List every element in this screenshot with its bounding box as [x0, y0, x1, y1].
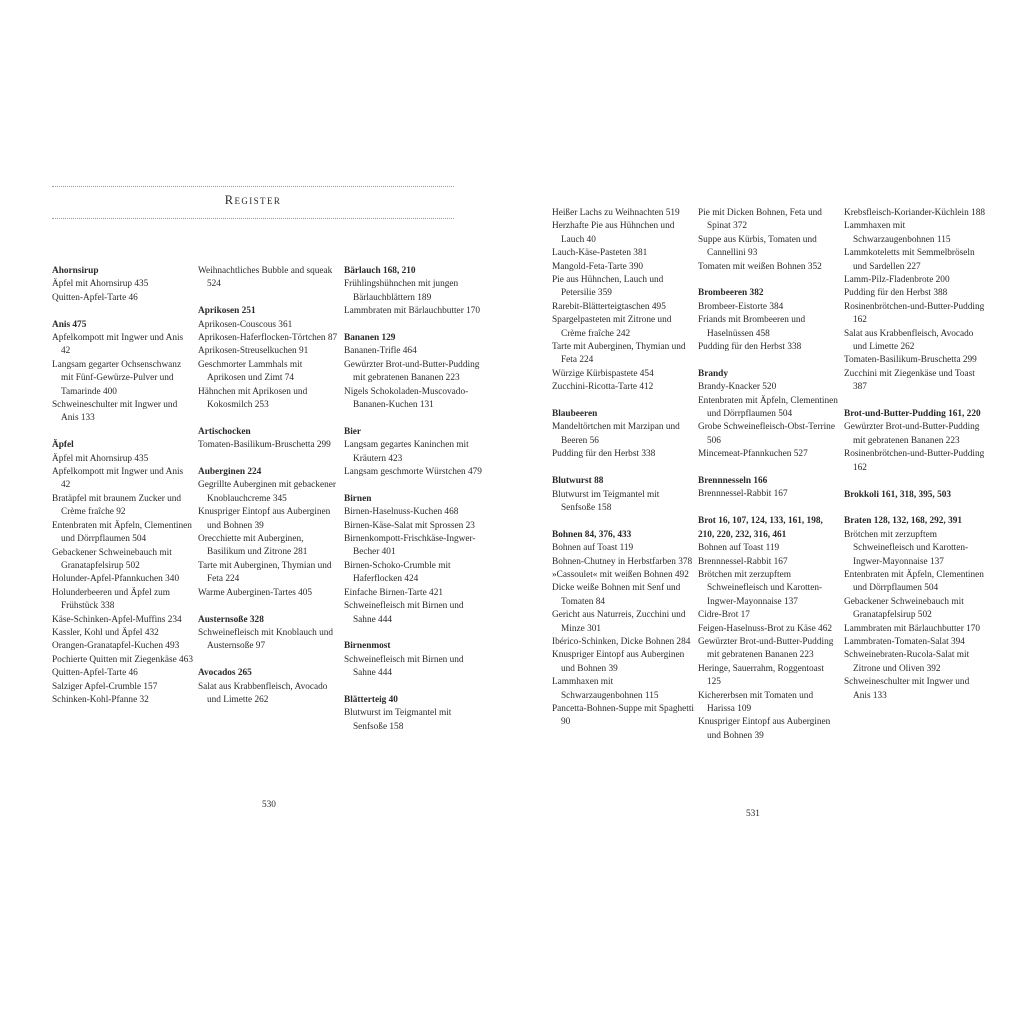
index-entry: Lammbraten mit Bärlauchbutter 170 — [844, 623, 981, 634]
index-entry: Birnen-Käse-Salat mit Sprossen 23 — [344, 520, 475, 531]
index-group — [552, 475, 694, 515]
index-entry: Schweineschulter mit Ingwer und Anis 133 — [844, 677, 970, 701]
index-heading: Aprikosen 251 — [198, 306, 256, 317]
index-entry: Blutwurst im Teigmantel mit Senfsoße 158 — [344, 708, 452, 732]
index-entry: Lammhaxen mit Schwarzaugenbohnen 115 — [552, 677, 659, 701]
index-group — [552, 529, 694, 730]
index-entry: Cidre-Brot 17 — [698, 610, 750, 621]
index-entry: Birnen-Haselnuss-Kuchen 468 — [344, 507, 459, 518]
index-group — [344, 493, 486, 627]
index-entry: Schweineschulter mit Ingwer und Anis 133 — [52, 400, 178, 424]
index-entry: Bananen-Trifle 464 — [344, 346, 417, 357]
index-entry: Langsam gegarter Ochsenschwanz mit Fünf-Gewürze-Pulver und Tamarinde 400 — [52, 359, 182, 397]
index-heading: Brombeeren 382 — [698, 288, 764, 299]
index-entry: Äpfel mit Ahornsirup 435 — [52, 279, 149, 290]
index-entry: Heringe, Sauerrahm, Roggentoast 125 — [698, 663, 824, 688]
index-entry: Lammbraten mit Bärlauchbutter 170 — [344, 306, 481, 317]
index-group — [198, 667, 340, 707]
index-entry: Warme Auberginen-Tartes 405 — [198, 587, 313, 598]
index-entry: Kassler, Kohl und Äpfel 432 — [52, 627, 159, 638]
index-entry: Gewürzter Brot-und-Butter-Pudding mit gebratenen Bananen 223 — [698, 636, 834, 661]
index-entry: »Cassoulet« mit weißen Bohnen 492 — [552, 569, 689, 580]
index-heading: Artischocken — [198, 426, 251, 437]
index-entry: Pie aus Hühnchen, Lauch und Petersilie 359 — [552, 275, 664, 299]
index-heading: Birnenmost — [344, 641, 391, 652]
index-group — [344, 640, 486, 680]
index-heading: Blätterteig 40 — [344, 694, 398, 705]
index-entry: Friands mit Brombeeren und Haselnüssen 458 — [698, 315, 806, 339]
index-heading: Birnen — [344, 493, 372, 504]
index-heading: Bohnen 84, 376, 433 — [552, 529, 632, 540]
index-heading: Brot 16, 107, 124, 133, 161, 198, 210, 220, 232, 316, 461 — [698, 516, 823, 540]
index-heading: Blaubeeren — [552, 409, 598, 420]
index-heading: Äpfel — [52, 440, 74, 451]
index-entry: Gebackener Schweinebauch mit Granatapfelsirup 502 — [844, 596, 964, 621]
index-group — [52, 319, 194, 426]
index-entry: Gegrillte Auberginen mit gebackener Knoblauchcreme 345 — [198, 480, 336, 504]
index-entry: Nigels Schokoladen-Muscovado-Bananen-Kuchen 131 — [344, 386, 469, 411]
index-entry: Pochierte Quitten mit Ziegenkäse 463 — [52, 654, 193, 665]
index-entry: Lammhaxen mit Schwarzaugenbohnen 115 — [844, 221, 951, 245]
index-column-3 — [344, 265, 486, 748]
index-group — [844, 515, 986, 703]
index-entry: Salat aus Krabbenfleisch, Avocado und Limette 262 — [844, 328, 974, 353]
index-column-1 — [52, 265, 194, 721]
index-entry: Holunder-Apfel-Pfannkuchen 340 — [52, 574, 180, 585]
index-group — [698, 475, 840, 502]
index-heading: Braten 128, 132, 168, 292, 391 — [844, 516, 963, 527]
index-entry: Lamm-Pilz-Fladenbrote 200 — [844, 275, 950, 286]
index-heading: Anis 475 — [52, 319, 87, 330]
index-heading: Bier — [344, 426, 362, 437]
index-group — [198, 426, 340, 453]
page-number-right: 531 — [746, 809, 760, 819]
index-column-6 — [844, 207, 986, 716]
index-entry: Brombeer-Eistorte 384 — [698, 301, 784, 312]
index-entry: Kichererbsen mit Tomaten und Harissa 109 — [698, 690, 814, 714]
index-group — [698, 368, 840, 462]
index-entry: Holunderbeeren und Äpfel zum Frühstück 338 — [52, 587, 170, 612]
index-entry: Gewürzter Brot-und-Butter-Pudding mit gebratenen Bananen 223 — [344, 359, 480, 384]
index-entry: Brennnessel-Rabbit 167 — [698, 489, 788, 500]
index-entry: Schweinebraten-Rucola-Salat mit Zitrone und Oliven 392 — [844, 650, 970, 674]
index-entry: Gewürzter Brot-und-Butter-Pudding mit gebratenen Bananen 223 — [844, 422, 980, 446]
index-entry: Geschmorter Lammhals mit Aprikosen und Zimt 74 — [198, 359, 303, 384]
index-entry: Entenbraten mit Äpfeln, Clementinen und Dörrpflaumen 504 — [52, 520, 192, 545]
index-entry: Apfelkompott mit Ingwer und Anis 42 — [52, 467, 184, 491]
index-heading: Blutwurst 88 — [552, 476, 604, 487]
index-entry: Weihnachtliches Bubble and squeak 524 — [198, 266, 333, 290]
index-entry: Bohnen auf Toast 119 — [698, 543, 780, 554]
index-heading: Austernsoße 328 — [198, 614, 264, 625]
index-group — [198, 305, 340, 412]
index-group — [844, 408, 986, 475]
index-heading: Brokkoli 161, 318, 395, 503 — [844, 489, 952, 500]
index-entry: Lammkoteletts mit Semmelbröseln und Sardellen 227 — [844, 248, 975, 272]
index-heading: Ahornsirup — [52, 266, 99, 276]
page-number-left: 530 — [262, 800, 276, 810]
index-entry: Knuspriger Eintopf aus Auberginen und Bohnen 39 — [198, 507, 331, 531]
index-entry: Pie mit Dicken Bohnen, Feta und Spinat 372 — [698, 208, 822, 232]
index-heading: Brot-und-Butter-Pudding 161, 220 — [844, 409, 981, 420]
index-entry: Krebsfleisch-Koriander-Küchlein 188 — [844, 208, 986, 218]
index-entry: Pancetta-Bohnen-Suppe mit Spaghetti 90 — [552, 703, 695, 728]
index-group — [698, 287, 840, 354]
index-entry: Bohnen auf Toast 119 — [552, 543, 634, 554]
index-entry: Rosinenbrötchen-und-Butter-Pudding 162 — [844, 449, 985, 473]
index-group — [844, 489, 986, 502]
index-group — [198, 265, 340, 292]
index-group — [52, 265, 194, 305]
index-entry: Aprikosen-Couscous 361 — [198, 319, 293, 330]
index-entry: Langsam gegartes Kaninchen mit Kräutern 423 — [344, 440, 469, 464]
index-entry: Brötchen mit zerzupftem Schweinefleisch und Karotten-Ingwer-Mayonnaise 137 — [844, 529, 969, 567]
index-entry: Dicke weiße Bohnen mit Senf und Tomaten 84 — [552, 583, 681, 607]
index-entry: Langsam geschmorte Würstchen 479 — [344, 467, 482, 478]
index-entry: Würzige Kürbispastete 454 — [552, 368, 654, 379]
index-entry: Brandy-Knacker 520 — [698, 382, 777, 393]
index-entry: Quitten-Apfel-Tarte 46 — [52, 668, 138, 679]
index-heading: Avocados 265 — [198, 668, 252, 679]
index-entry: Äpfel mit Ahornsirup 435 — [52, 453, 149, 464]
index-entry: Gebackener Schweinebauch mit Granatapfelsirup 502 — [52, 547, 172, 571]
index-entry: Zucchini mit Ziegenkäse und Toast 387 — [844, 368, 975, 393]
index-heading: Brennnesseln 166 — [698, 476, 768, 487]
index-entry: Apfelkompott mit Ingwer und Anis 42 — [52, 333, 184, 357]
index-entry: Tarte mit Auberginen, Thymian und Feta 224 — [198, 560, 332, 585]
index-entry: Entenbraten mit Äpfeln, Clementinen und Dörrpflaumen 504 — [698, 395, 838, 420]
index-entry: Birnen-Schoko-Crumble mit Haferflocken 424 — [344, 560, 451, 585]
index-group — [198, 466, 340, 600]
index-entry: Blutwurst im Teigmantel mit Senfsoße 158 — [552, 489, 660, 513]
index-group — [344, 265, 486, 319]
index-entry: Mangold-Feta-Tarte 390 — [552, 261, 643, 272]
index-entry: Grobe Schweinefleisch-Obst-Terrine 506 — [698, 422, 835, 446]
index-entry: Zucchini-Ricotta-Tarte 412 — [552, 382, 654, 393]
index-entry: Salat aus Krabbenfleisch, Avocado und Limette 262 — [198, 681, 328, 705]
index-entry: Heißer Lachs zu Weihnachten 519 — [552, 208, 680, 218]
index-entry: Bratäpfel mit braunem Zucker und Crème fraîche 92 — [52, 493, 182, 518]
index-entry: Pudding für den Herbst 338 — [698, 342, 802, 353]
index-entry: Aprikosen-Streuselkuchen 91 — [198, 346, 309, 357]
index-heading: Auberginen 224 — [198, 467, 262, 478]
index-group — [198, 614, 340, 654]
index-entry: Birnenkompott-Frischkäse-Ingwer-Becher 401 — [344, 534, 476, 558]
index-group — [52, 439, 194, 707]
index-group — [344, 426, 486, 480]
index-entry: Schweinefleisch mit Birnen und Sahne 444 — [344, 601, 464, 625]
index-entry: Spargelpasteten mit Zitrone und Crème fraîche 242 — [552, 315, 672, 339]
index-entry: Brötchen mit zerzupftem Schweinefleisch und Karotten-Ingwer-Mayonnaise 137 — [698, 569, 823, 607]
index-entry: Einfache Birnen-Tarte 421 — [344, 587, 443, 598]
index-entry: Schinken-Kohl-Pfanne 32 — [52, 694, 149, 705]
index-entry: Rarebit-Blätterteigtaschen 495 — [552, 301, 666, 312]
index-entry: Knuspriger Eintopf aus Auberginen und Bohnen 39 — [552, 650, 685, 674]
index-entry: Mandeltörtchen mit Marzipan und Beeren 56 — [552, 422, 680, 446]
index-entry: Aprikosen-Haferflocken-Törtchen 87 — [198, 333, 338, 344]
index-entry: Tomaten mit weißen Bohnen 352 — [698, 261, 822, 272]
index-entry: Suppe aus Kürbis, Tomaten und Cannellini 93 — [698, 234, 817, 259]
index-heading: Brandy — [698, 368, 728, 379]
index-entry: Pudding für den Herbst 388 — [844, 288, 948, 299]
index-group — [698, 207, 840, 274]
index-entry: Salziger Apfel-Crumble 157 — [52, 681, 158, 692]
top-dotted-rule — [52, 186, 454, 187]
index-group — [344, 694, 486, 734]
index-entry: Feigen-Haselnuss-Brot zu Käse 462 — [698, 623, 833, 634]
index-entry: Brennnessel-Rabbit 167 — [698, 556, 788, 567]
index-entry: Quitten-Apfel-Tarte 46 — [52, 292, 138, 303]
index-entry: Orangen-Granatapfel-Kuchen 493 — [52, 641, 180, 652]
index-column-2 — [198, 265, 340, 721]
index-heading: Bananen 129 — [344, 333, 396, 344]
index-entry: Pudding für den Herbst 338 — [552, 449, 656, 460]
index-entry: Gericht aus Naturreis, Zucchini und Minze 301 — [552, 610, 686, 634]
index-entry: Frühlingshühnchen mit jungen Bärlauchblättern 189 — [344, 279, 459, 303]
index-entry: Herzhafte Pie aus Hühnchen und Lauch 40 — [552, 221, 675, 245]
bottom-dotted-rule — [52, 218, 454, 219]
index-group — [344, 332, 486, 412]
page-title: Register — [224, 193, 282, 207]
index-group — [844, 207, 986, 395]
index-entry: Tomaten-Basilikum-Bruschetta 299 — [844, 355, 977, 366]
index-entry: Käse-Schinken-Apfel-Muffins 234 — [52, 614, 182, 625]
index-entry: Schweinefleisch mit Knoblauch und Austernsoße 97 — [198, 627, 334, 652]
index-group — [698, 515, 840, 743]
index-entry: Hähnchen mit Aprikosen und Kokosmilch 253 — [198, 386, 308, 411]
index-entry: Lammbraten-Tomaten-Salat 394 — [844, 636, 965, 647]
index-entry: Mincemeat-Pfannkuchen 527 — [698, 449, 808, 460]
index-entry: Tarte mit Auberginen, Thymian und Feta 224 — [552, 342, 686, 366]
index-entry: Rosinenbrötchen-und-Butter-Pudding 162 — [844, 301, 985, 326]
index-group — [552, 408, 694, 462]
index-entry: Ibérico-Schinken, Dicke Bohnen 284 — [552, 636, 691, 647]
index-entry: Entenbraten mit Äpfeln, Clementinen und Dörrpflaumen 504 — [844, 569, 984, 594]
index-entry: Lauch-Käse-Pasteten 381 — [552, 248, 648, 259]
index-entry: Bohnen-Chutney in Herbstfarben 378 — [552, 556, 693, 567]
index-heading: Bärlauch 168, 210 — [344, 266, 416, 276]
index-entry: Schweinefleisch mit Birnen und Sahne 444 — [344, 654, 464, 679]
index-entry: Tomaten-Basilikum-Bruschetta 299 — [198, 440, 331, 451]
index-group — [552, 207, 694, 395]
index-entry: Knuspriger Eintopf aus Auberginen und Bohnen 39 — [698, 717, 831, 741]
index-column-4 — [552, 207, 694, 743]
index-entry: Orecchiette mit Auberginen, Basilikum und Zitrone 281 — [198, 534, 308, 558]
index-column-5 — [698, 207, 840, 757]
